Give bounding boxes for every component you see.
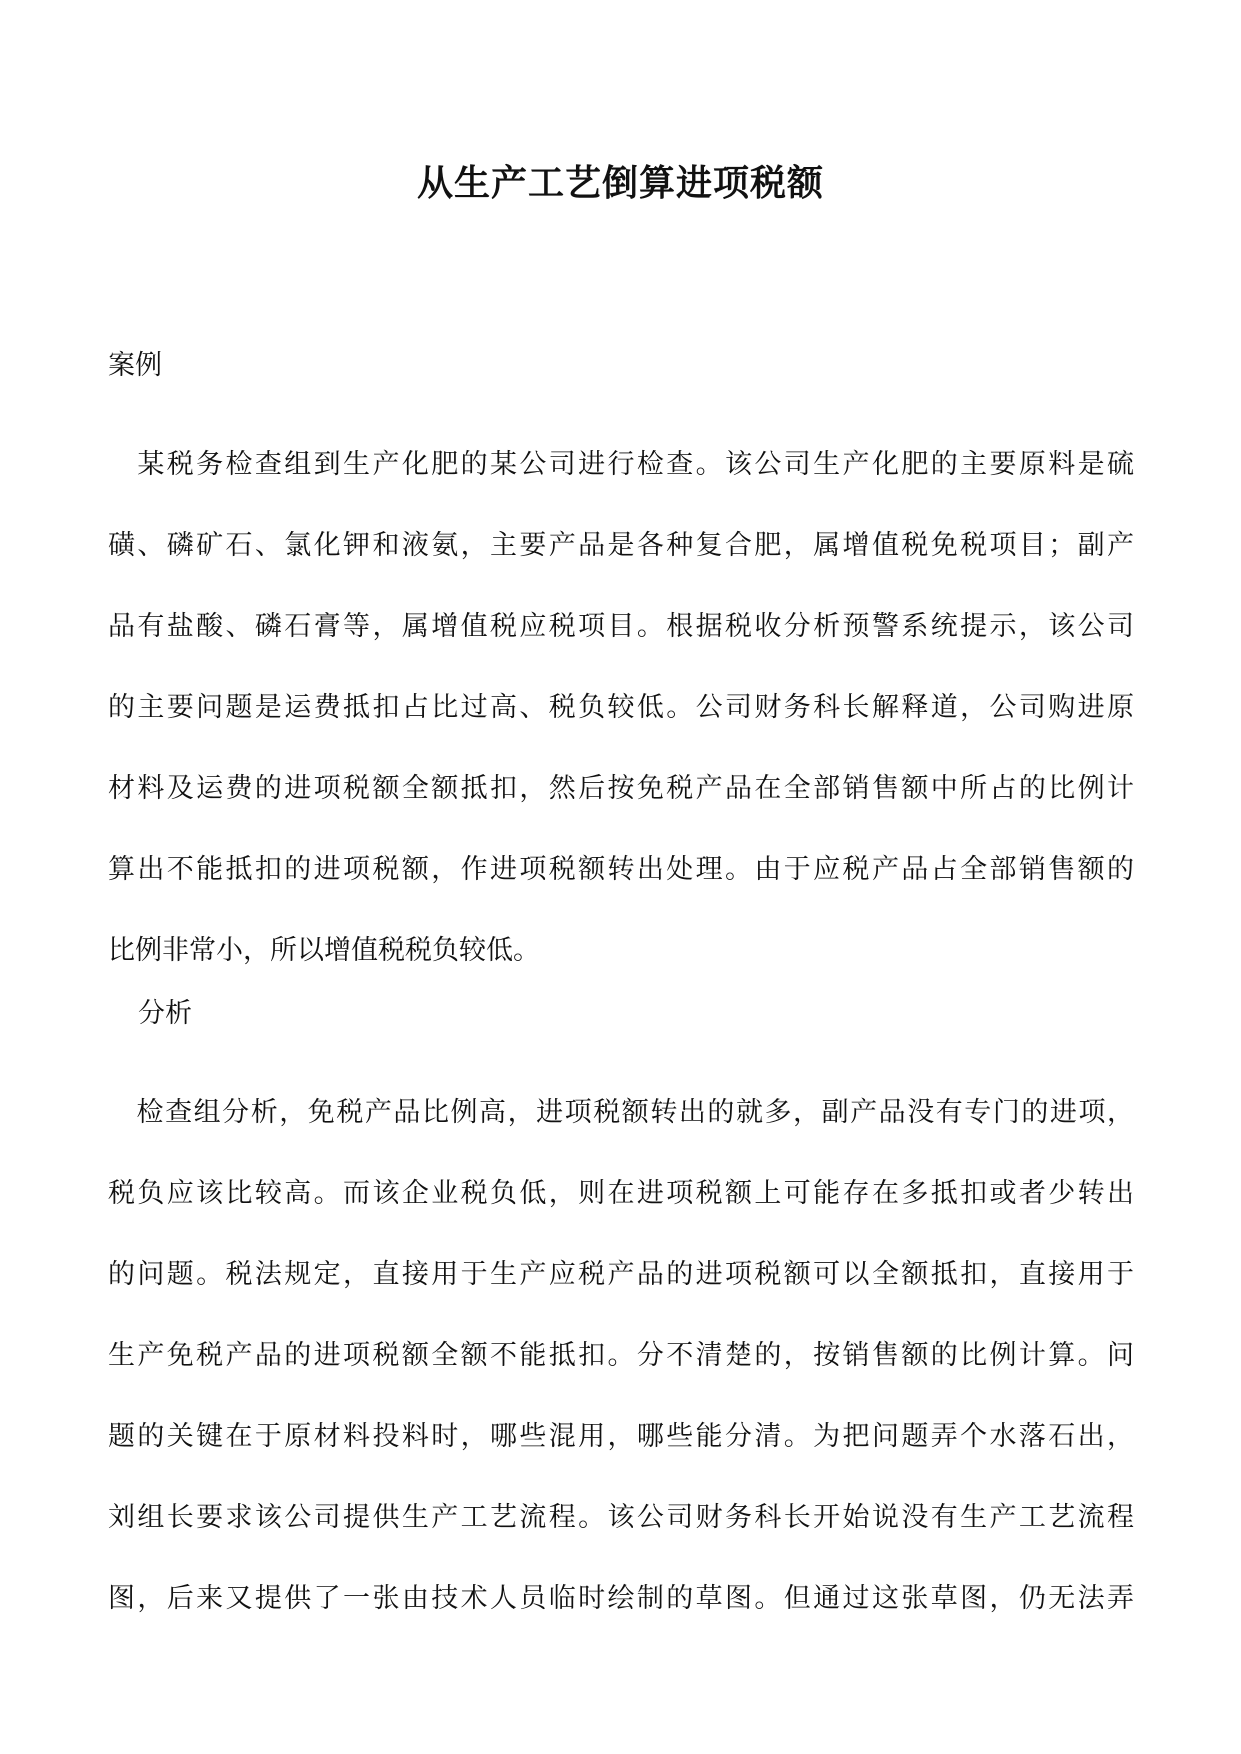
paragraph-line: 生产免税产品的进项税额全额不能抵扣。分不清楚的，按销售额的比例计算。问 bbox=[108, 1340, 1134, 1371]
analysis-paragraph bbox=[108, 1072, 1134, 1639]
paragraph-line: 的主要问题是运费抵扣占比过高、税负较低。公司财务科长解释道，公司购进原 bbox=[108, 692, 1134, 723]
paragraph-line: 比例非常小，所以增值税税负较低。 bbox=[108, 935, 540, 966]
document-title: 从生产工艺倒算进项税额 bbox=[416, 163, 824, 204]
section-heading-case: 案例 bbox=[108, 350, 162, 381]
paragraph-line: 图，后来又提供了一张由技术人员临时绘制的草图。但通过这张草图，仍无法弄 bbox=[108, 1583, 1134, 1614]
paragraph-line: 品有盐酸、磷石膏等，属增值税应税项目。根据税收分析预警系统提示，该公司 bbox=[108, 611, 1134, 642]
paragraph-line: 的问题。税法规定，直接用于生产应税产品的进项税额可以全额抵扣，直接用于 bbox=[108, 1259, 1134, 1290]
paragraph-line: 检查组分析，免税产品比例高，进项税额转出的就多，副产品没有专门的进项， bbox=[108, 1097, 1134, 1128]
paragraph-line: 某税务检查组到生产化肥的某公司进行检查。该公司生产化肥的主要原料是硫 bbox=[108, 449, 1134, 480]
paragraph-line: 刘组长要求该公司提供生产工艺流程。该公司财务科长开始说没有生产工艺流程 bbox=[108, 1502, 1134, 1533]
paragraph-line: 算出不能抵扣的进项税额，作进项税额转出处理。由于应税产品占全部销售额的 bbox=[108, 854, 1134, 885]
paragraph-line: 磺、磷矿石、氯化钾和液氨，主要产品是各种复合肥，属增值税免税项目；副产 bbox=[108, 530, 1134, 561]
paragraph-line: 税负应该比较高。而该企业税负低，则在进项税额上可能存在多抵扣或者少转出 bbox=[108, 1178, 1134, 1209]
paragraph-line: 材料及运费的进项税额全额抵扣，然后按免税产品在全部销售额中所占的比例计 bbox=[108, 773, 1134, 804]
section-heading-analysis: 分析 bbox=[138, 998, 192, 1029]
case-paragraph bbox=[108, 424, 1134, 991]
paragraph-line: 题的关键在于原材料投料时，哪些混用，哪些能分清。为把问题弄个水落石出， bbox=[108, 1421, 1134, 1452]
